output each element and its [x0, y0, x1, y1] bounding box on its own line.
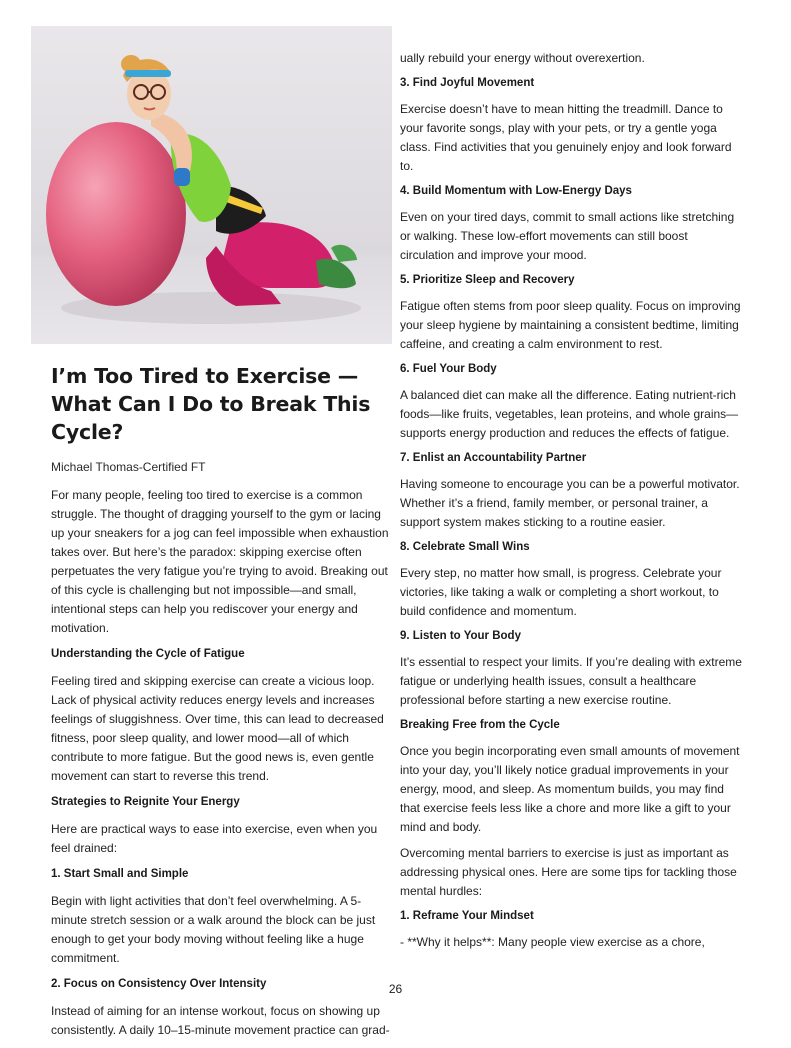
strategy-1-heading: 1. Start Small and Simple: [51, 868, 189, 880]
strategy-7-text: Having someone to encourage you can be a powerful motivator. Whether it’s a friend, family member, or personal trainer, a support system makes sticking to a routine easier.: [400, 477, 740, 529]
strategies-intro: Here are practical ways to ease into exercise, even when you feel drained:: [51, 822, 378, 855]
strategy-2-heading: 2. Focus on Consistency Over Intensity: [51, 978, 267, 990]
intro-paragraph: For many people, feeling too tired to exercise is a common struggle. The thought of dragging yourself to the gym or lacing up your sneakers for a jog can feel impossible when exhaustion takes over. But here’s the paradox: skipping exercise often perpetuates the very fatigue you’re trying to avoid. Breaking out of this cycle is challenging but not impossible—and small, intentional steps can help you rediscover your energy and motivation.: [51, 488, 389, 635]
cycle-paragraph: Feeling tired and skipping exercise can create a vicious loop. Lack of physical activity reduces energy levels and increases feelings of sluggishness. Over time, this can lead to decreased fitness, poor sleep quality, and lower mood—all of which contribute to more fatigue. But the good news is, even gentle movement can start to reverse this trend.: [51, 674, 384, 783]
tired-woman-with-exercise-ball-illustration: [31, 26, 392, 344]
strategies-heading: Strategies to Reignite Your Energy: [51, 796, 240, 808]
strategy-2-text-end: ually rebuild your energy without overexertion.: [400, 51, 645, 65]
strategy-3-text: Exercise doesn’t have to mean hitting the treadmill. Dance to your favorite songs, play with your pets, or try a gentle yoga class. Find activities that you genuinely enjoy and look forward to.: [400, 102, 732, 173]
mindset-1-text: - **Why it helps**: Many people view exercise as a chore,: [400, 935, 705, 949]
strategy-9-text: It’s essential to respect your limits. If you’re dealing with extreme fatigue or underlying health issues, consult a healthcare professional before starting a new exercise routine.: [400, 655, 742, 707]
strategy-7-heading: 7. Enlist an Accountability Partner: [400, 452, 587, 464]
strategy-2-text-start: Instead of aiming for an intense workout, focus on showing up consistently. A daily 10–15-minute movement practice can grad-: [51, 1004, 390, 1037]
left-column: [51, 26, 391, 1048]
article-photo: [31, 26, 392, 344]
strategy-4-text: Even on your tired days, commit to small actions like stretching or walking. These low-effort movements can still boost circulation and improve your mood.: [400, 210, 735, 262]
strategy-6-text: A balanced diet can make all the difference. Eating nutrient-rich foods—like fruits, vegetables, lean proteins, and whole grains—supports energy production and reduces the effects of fatigue.: [400, 388, 739, 440]
article-title: I’m Too Tired to Exercise — What Can I Do to Break This Cycle?: [51, 364, 371, 444]
mindset-1-heading: 1. Reframe Your Mindset: [400, 910, 534, 922]
strategy-3-heading: 3. Find Joyful Movement: [400, 77, 535, 89]
page-number: 26: [388, 982, 403, 996]
breaking-free-text-2: Overcoming mental barriers to exercise is just as important as addressing physical ones. Here are some tips for tackling those mental hurdles:: [400, 846, 737, 898]
breaking-free-heading: Breaking Free from the Cycle: [400, 719, 560, 731]
strategy-9-heading: 9. Listen to Your Body: [400, 630, 521, 642]
strategy-1-text: Begin with light activities that don’t feel overwhelming. A 5-minute stretch session or a walk around the block can be just enough to get your body moving without feeling like a huge commitment.: [51, 894, 376, 965]
author-byline: Michael Thomas-Certified FT: [51, 460, 206, 474]
strategy-4-heading: 4. Build Momentum with Low-Energy Days: [400, 185, 632, 197]
strategy-5-heading: 5. Prioritize Sleep and Recovery: [400, 274, 575, 286]
cycle-heading: Understanding the Cycle of Fatigue: [51, 648, 245, 660]
strategy-8-text: Every step, no matter how small, is progress. Celebrate your victories, like taking a walk or completing a short workout, to build confidence and momentum.: [400, 566, 722, 618]
breaking-free-text-1: Once you begin incorporating even small amounts of movement into your day, you’ll likely notice gradual improvements in your energy, mood, and sleep. As momentum builds, you may find that exercise feels less like a chore and more like a gift to your mind and body.: [400, 744, 740, 834]
strategy-6-heading: 6. Fuel Your Body: [400, 363, 497, 375]
strategy-8-heading: 8. Celebrate Small Wins: [400, 541, 530, 553]
right-column: [400, 49, 745, 959]
strategy-5-text: Fatigue often stems from poor sleep quality. Focus on improving your sleep hygiene by maintaining a consistent bedtime, limiting caffeine, and creating a calm environment to rest.: [400, 299, 741, 351]
